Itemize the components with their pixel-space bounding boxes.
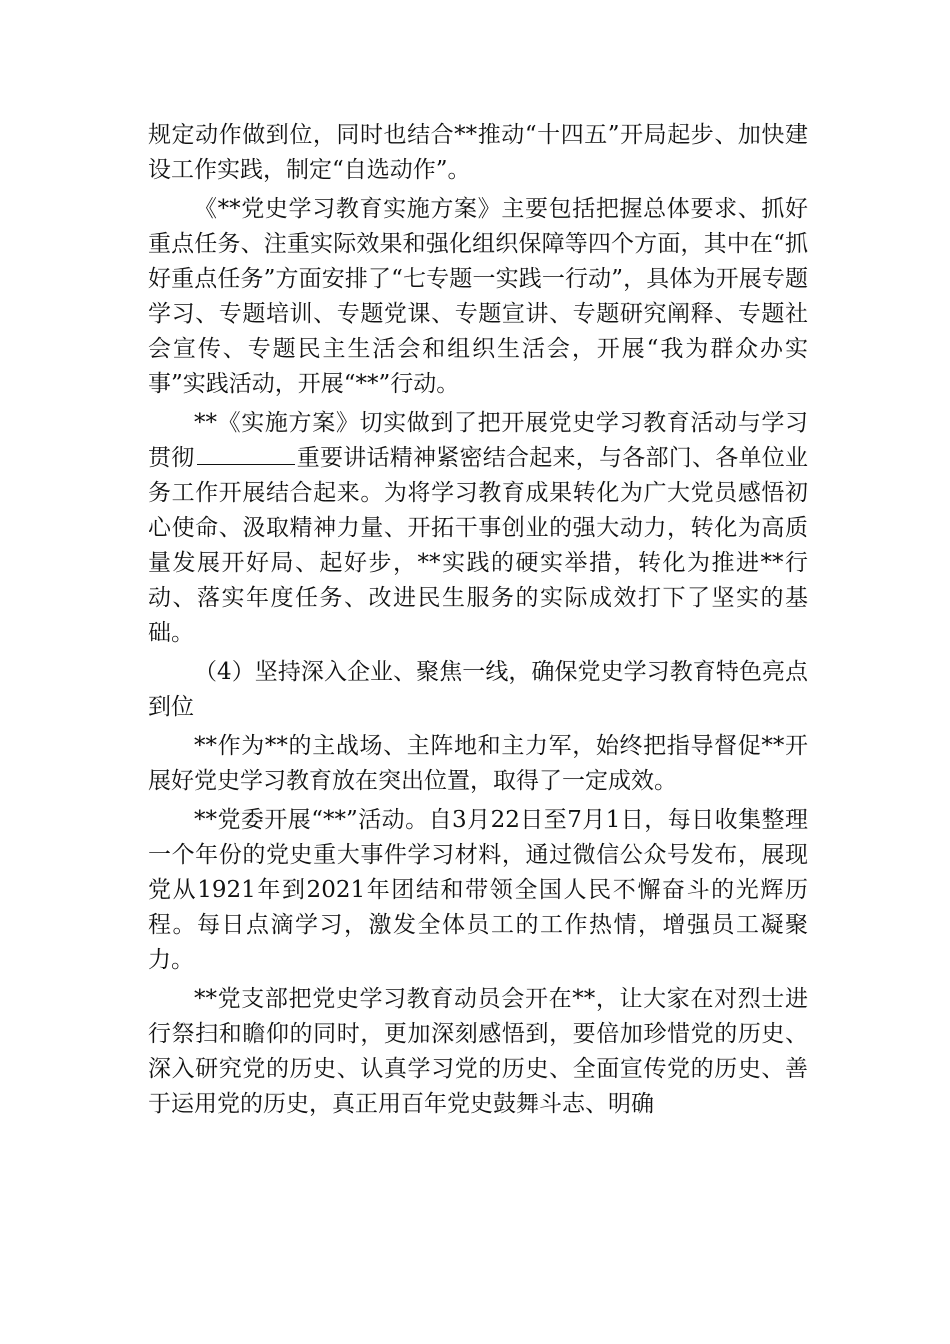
paragraph-continuation: 规定动作做到位，同时也结合**推动“十四五”开局起步、加快建设工作实践，制定“自选动作”。 [148, 122, 808, 183]
document-body [148, 118, 808, 1126]
section-heading-4: （4）坚持深入企业、聚焦一线，确保党史学习教育特色亮点到位 [148, 659, 808, 720]
paragraph-main-force: **作为**的主战场、主阵地和主力军，始终把指导督促**开展好党史学习教育放在突出位置，取得了一定成效。 [148, 733, 808, 794]
paragraph-plan-outcomes [148, 406, 808, 651]
paragraph-plan-outcomes-part1: **《实施方案》切实做到了把开展党史学习教育活动与学习贯彻 [148, 410, 808, 471]
fill-in-blank [197, 442, 295, 465]
paragraph-plan-outcomes-part2: 重要讲话精神紧密结合起来，与各部门、各单位业务工作开展结合起来。为将学习教育成果转化为广大党员感悟初心使命、汲取精神力量、开拓干事创业的强大动力，转化为高质量发展开好局、起好步，**实践的硬实举措，转化为推进**行动、落实年度任务、改进民生服务的实际成效打下了坚实的基础。 [148, 445, 808, 646]
paragraph-implementation-plan: 《**党史学习教育实施方案》主要包括把握总体要求、抓好重点任务、注重实际效果和强化组织保障等四个方面，其中在“抓好重点任务”方面安排了“七专题一实践一行动”，具体为开展专题学习、专题培训、专题党课、专题宣讲、专题研究阐释、专题社会宣传、专题民主生活会和组织生活会，开展“我为群众办实事”实践活动，开展“**”行动。 [148, 196, 808, 397]
paragraph-party-branch-meeting: **党支部把党史学习教育动员会开在**，让大家在对烈士进行祭扫和瞻仰的同时，更加深刻感悟到，要倍加珍惜党的历史、深入研究党的历史、认真学习党的历史、全面宣传党的历史、善于运用党的历史，真正用百年党史鼓舞斗志、明确 [148, 986, 808, 1117]
paragraph-party-committee-activity: **党委开展“**”活动。自3月22日至7月1日，每日收集整理一个年份的党史重大事件学习材料，通过微信公众号发布，展现党从1921年到2021年团结和带领全国人民不懈奋斗的光辉历程。每日点滴学习，激发全体员工的工作热情，增强员工凝聚力。 [148, 807, 808, 973]
